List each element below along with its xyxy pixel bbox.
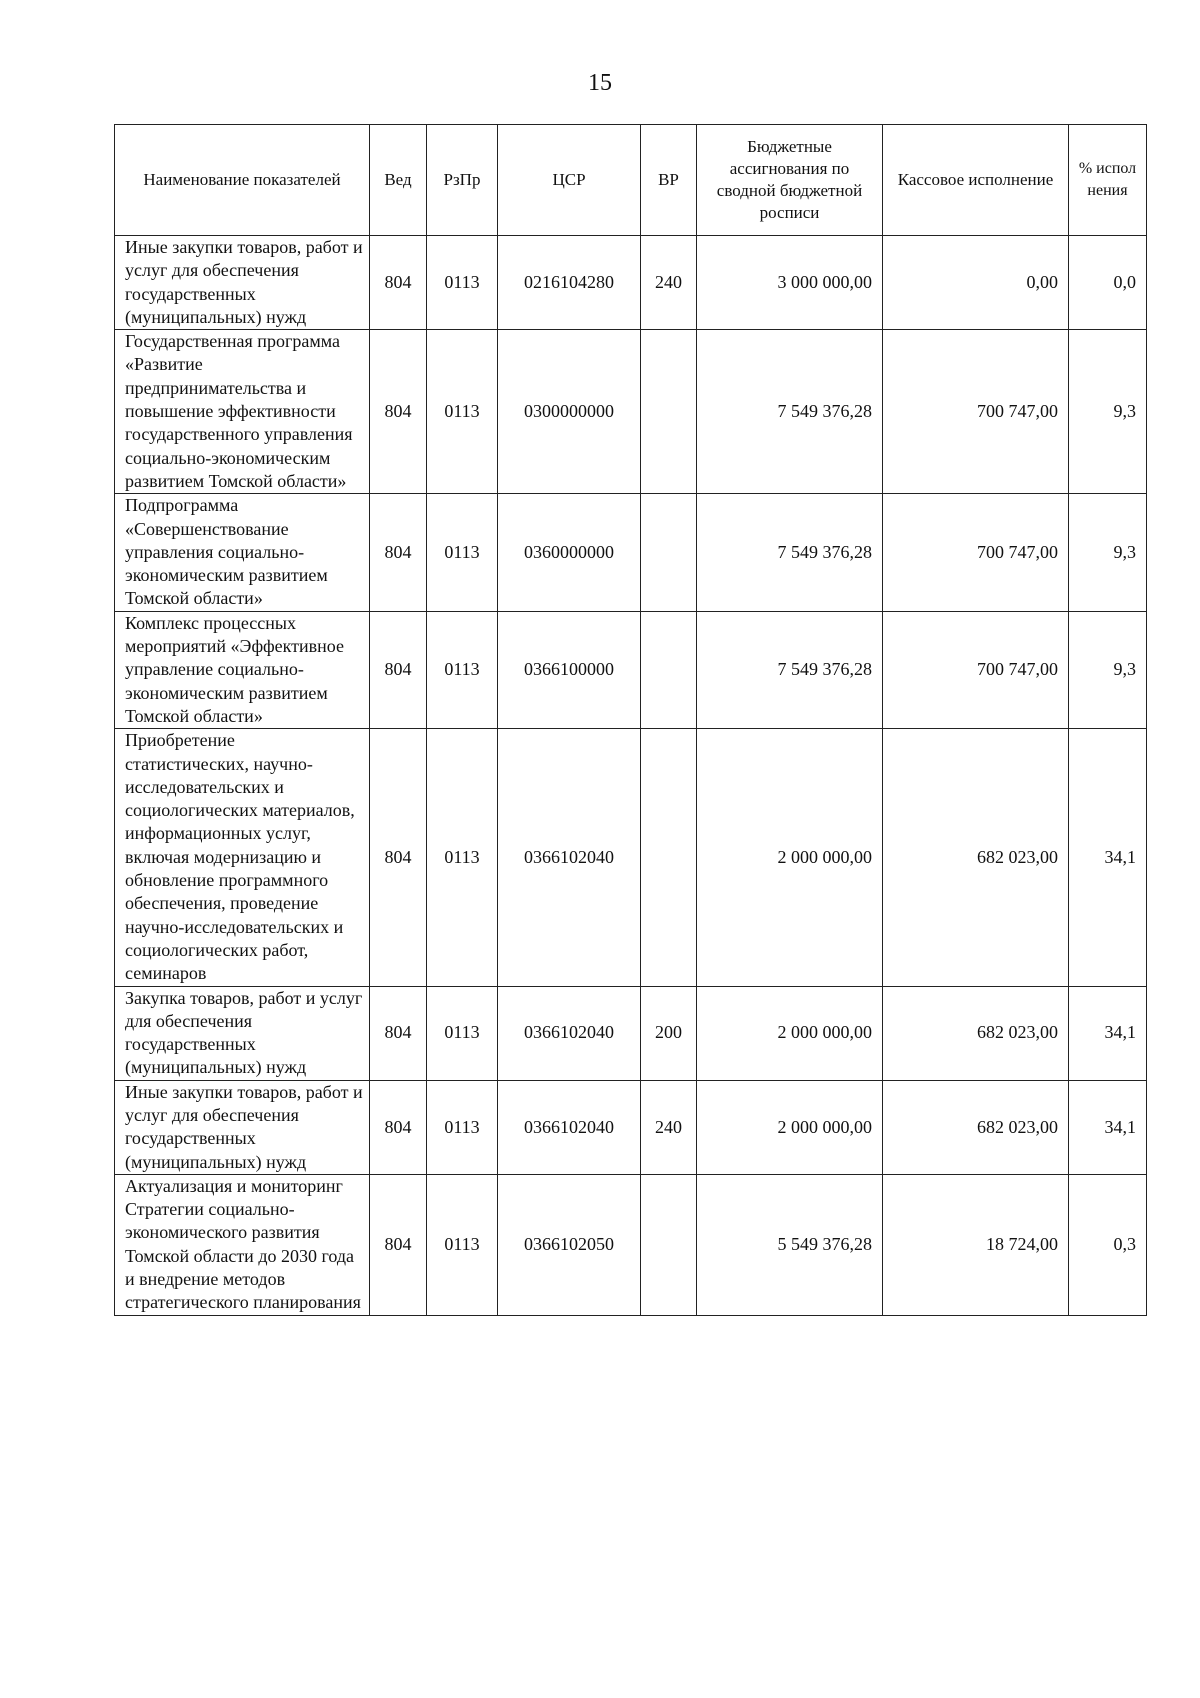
table-row (115, 236, 1147, 330)
cell-pct: 34,1 (1069, 1080, 1147, 1174)
cell-pct: 0,0 (1069, 236, 1147, 330)
table-row (115, 986, 1147, 1080)
cell-budget: 2 000 000,00 (697, 986, 883, 1080)
cell-csr: 0300000000 (498, 330, 641, 494)
cell-pct: 9,3 (1069, 330, 1147, 494)
header-cash: Кассовое исполнение (883, 125, 1069, 236)
header-name: Наименование показателей (115, 125, 370, 236)
cell-csr: 0366100000 (498, 611, 641, 728)
cell-budget: 2 000 000,00 (697, 729, 883, 986)
cell-pct: 9,3 (1069, 494, 1147, 611)
cell-csr: 0366102050 (498, 1174, 641, 1315)
cell-vr (641, 611, 697, 728)
cell-rzpr: 0113 (427, 330, 498, 494)
cell-budget: 7 549 376,28 (697, 494, 883, 611)
cell-csr: 0366102040 (498, 729, 641, 986)
cell-rzpr: 0113 (427, 494, 498, 611)
cell-vr (641, 330, 697, 494)
cell-ved: 804 (370, 1174, 427, 1315)
cell-pct: 34,1 (1069, 986, 1147, 1080)
cell-csr: 0360000000 (498, 494, 641, 611)
header-budget: Бюджетные ассигнования по сводной бюджетной росписи (697, 125, 883, 236)
cell-vr (641, 1174, 697, 1315)
cell-vr (641, 494, 697, 611)
cell-name: Государственная программа «Развитие предпринимательства и повышение эффективности государственного управления социально-экономическим развитием Томской области» (115, 330, 370, 494)
cell-budget: 7 549 376,28 (697, 611, 883, 728)
cell-cash: 700 747,00 (883, 494, 1069, 611)
cell-ved: 804 (370, 611, 427, 728)
table-header-row (115, 125, 1147, 236)
cell-pct: 9,3 (1069, 611, 1147, 728)
cell-ved: 804 (370, 1080, 427, 1174)
header-pct: % испол нения (1069, 125, 1147, 236)
cell-ved: 804 (370, 330, 427, 494)
header-rzpr: РзПр (427, 125, 498, 236)
cell-cash: 18 724,00 (883, 1174, 1069, 1315)
table-row (115, 1174, 1147, 1315)
cell-cash: 700 747,00 (883, 330, 1069, 494)
cell-budget: 7 549 376,28 (697, 330, 883, 494)
cell-name: Иные закупки товаров, работ и услуг для обеспечения государственных (муниципальных) нужд (115, 236, 370, 330)
cell-rzpr: 0113 (427, 986, 498, 1080)
cell-vr: 240 (641, 236, 697, 330)
cell-budget: 3 000 000,00 (697, 236, 883, 330)
cell-cash: 700 747,00 (883, 611, 1069, 728)
header-vr: ВР (641, 125, 697, 236)
page-number: 15 (588, 70, 612, 96)
cell-rzpr: 0113 (427, 1174, 498, 1315)
cell-cash: 0,00 (883, 236, 1069, 330)
cell-csr: 0216104280 (498, 236, 641, 330)
cell-rzpr: 0113 (427, 611, 498, 728)
cell-csr: 0366102040 (498, 986, 641, 1080)
cell-name: Подпрограмма «Совершенствование управления социально-экономическим развитием Томской области» (115, 494, 370, 611)
cell-ved: 804 (370, 494, 427, 611)
table-row (115, 729, 1147, 986)
cell-pct: 0,3 (1069, 1174, 1147, 1315)
cell-ved: 804 (370, 729, 427, 986)
cell-budget: 5 549 376,28 (697, 1174, 883, 1315)
cell-name: Приобретение статистических, научно-исследовательских и социологических материалов, информационных услуг, включая модернизацию и обновление программного обеспечения, проведение научно-исследовательских и социологических работ, семинаров (115, 729, 370, 986)
budget-execution-table (114, 124, 1147, 1316)
cell-name: Актуализация и мониторинг Стратегии социально-экономического развития Томской области до 2030 года и внедрение методов стратегического планирования (115, 1174, 370, 1315)
cell-vr (641, 729, 697, 986)
cell-name: Закупка товаров, работ и услуг для обеспечения государственных (муниципальных) нужд (115, 986, 370, 1080)
cell-cash: 682 023,00 (883, 986, 1069, 1080)
header-ved: Вед (370, 125, 427, 236)
cell-pct: 34,1 (1069, 729, 1147, 986)
table-body (115, 236, 1147, 1316)
cell-budget: 2 000 000,00 (697, 1080, 883, 1174)
cell-cash: 682 023,00 (883, 1080, 1069, 1174)
table-row (115, 330, 1147, 494)
table-row (115, 611, 1147, 728)
header-csr: ЦСР (498, 125, 641, 236)
cell-rzpr: 0113 (427, 729, 498, 986)
cell-ved: 804 (370, 236, 427, 330)
table-row (115, 1080, 1147, 1174)
cell-csr: 0366102040 (498, 1080, 641, 1174)
cell-rzpr: 0113 (427, 1080, 498, 1174)
cell-name: Иные закупки товаров, работ и услуг для обеспечения государственных (муниципальных) нужд (115, 1080, 370, 1174)
cell-cash: 682 023,00 (883, 729, 1069, 986)
cell-vr: 240 (641, 1080, 697, 1174)
cell-vr: 200 (641, 986, 697, 1080)
table-row (115, 494, 1147, 611)
cell-ved: 804 (370, 986, 427, 1080)
cell-rzpr: 0113 (427, 236, 498, 330)
cell-name: Комплекс процессных мероприятий «Эффективное управление социально-экономическим развитием Томской области» (115, 611, 370, 728)
